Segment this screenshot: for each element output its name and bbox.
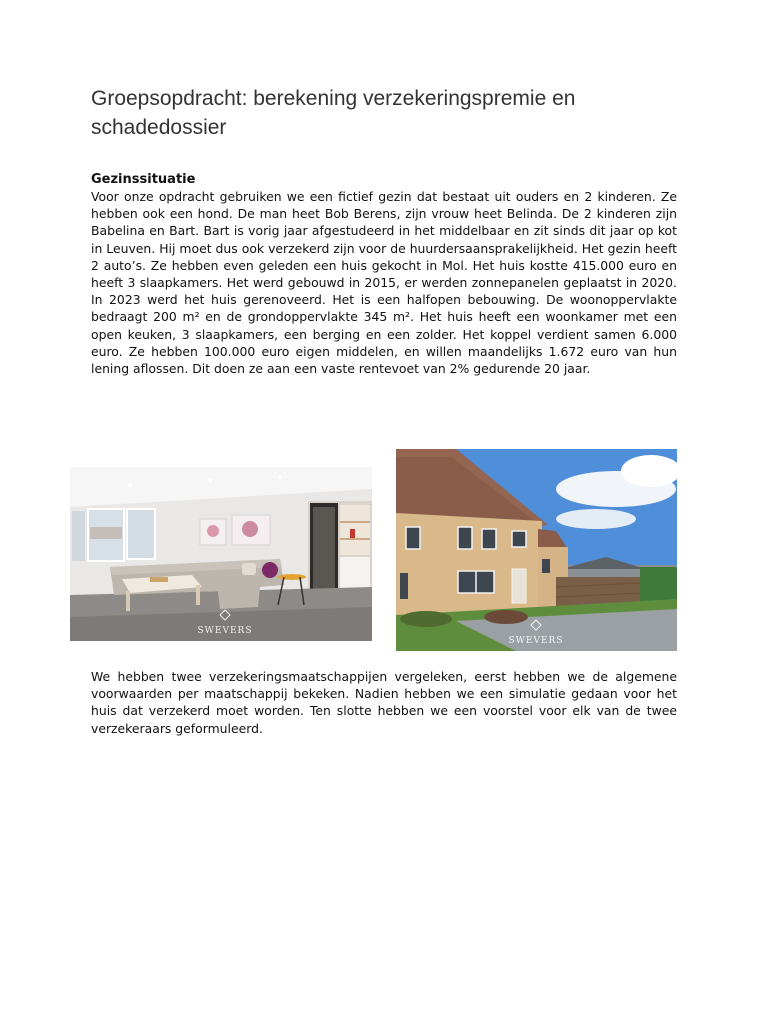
living-room-photo: [70, 467, 372, 641]
section-heading: Gezinssituatie: [91, 172, 196, 187]
intro-paragraph: Voor onze opdracht gebruiken we een fictief gezin dat bestaat uit ouders en 2 kinderen. Ze hebben ook een hond. De man heet Bob Berens, zijn vrouw heet Belinda. De 2 kinderen zijn Babelina en Bart. Bart is vorig jaar afgestudeerd in het middelbaar en zit sinds dit jaar op kot in Leuven. Hij moet dus ook verzekerd zijn voor de huurdersaansprakelijkheid. Het gezin heeft 2 auto’s. Ze hebben even geleden een huis gekocht in Mol. Het huis kostte 415.000 euro en heeft 3 slaapkamers. Het werd gebouwd in 2015, er werden zonnepanelen geplaatst in 2020. In 2023 werd het huis gerenoveerd. Het is een halfopen bebouwing. De woonoppervlakte bedraagt 200 m² en de grondoppervlakte 345 m². Het huis heeft een woonkamer met een open keuken, 3 slaapkamers, een berging en een zolder. Het koppel verdient samen 6.000 euro. Ze hebben 100.000 euro eigen middelen, en willen maandelijks 1.672 euro van hun lening aflossen. Dit doen ze aan een vaste rentevoet van 2% gedurende 20 jaar.: [91, 189, 677, 377]
page-title: Groepsopdracht: berekening verzekeringspremie en schadedossier: [91, 87, 576, 139]
house-exterior-watermark: SWEVERS: [508, 636, 564, 646]
living-room-watermark: SWEVERS: [197, 626, 253, 636]
closing-paragraph: We hebben twee verzekeringsmaatschappijen vergeleken, eerst hebben we de algemene voorwaarden per maatschappij bekeken. Nadien hebben we een simulatie gedaan voor het huis dat verzekerd moet worden. Ten slotte hebben we een voorstel voor elk van de twee verzekeraars geformuleerd.: [91, 669, 677, 736]
house-exterior-photo: [396, 449, 677, 651]
